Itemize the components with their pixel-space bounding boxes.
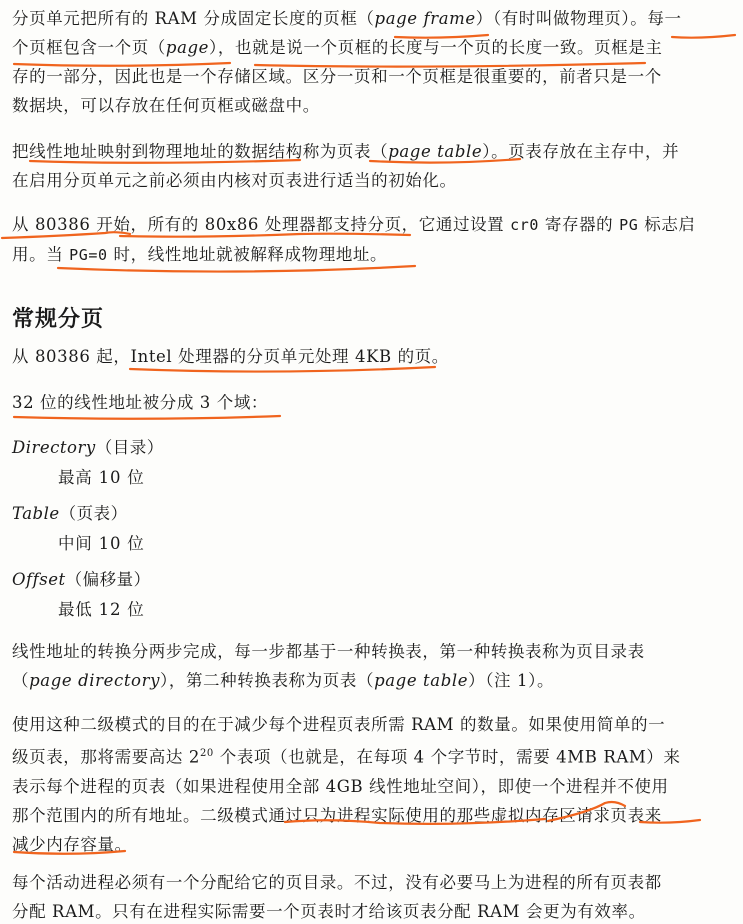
text-span: ），也就是说一个页框的长度与一个页的长度一致。页框是主 xyxy=(209,38,663,57)
text-line: 在启用分页单元之前必须由内核对页表进行适当的初始化。 xyxy=(12,171,457,190)
text-line xyxy=(12,240,734,270)
section-heading: 常规分页 xyxy=(12,307,105,332)
text-line: 存的一部分，因此也是一个存储区域。区分一页和一个页框是很重要的，前者只是一个 xyxy=(12,67,662,86)
text-span: 个表项（也就是，在每项 4 个字节时，需要 4MB RAM）来 xyxy=(213,747,681,767)
term-translation: （目录） xyxy=(95,438,164,457)
text-span: ）（有时叫做物理页）。每一 xyxy=(475,9,682,28)
text-line: 32 位的线性地址被分成 3 个域： xyxy=(12,393,269,412)
paragraph-4kb xyxy=(12,342,734,371)
term-page: page xyxy=(165,38,210,57)
term-page-table: page table xyxy=(388,142,483,161)
field-term-table xyxy=(12,500,128,524)
term-page-directory: page directory xyxy=(29,671,160,690)
exponent: 20 xyxy=(199,748,214,759)
text-line: 从 80386 起，Intel 处理器的分页单元处理 4KB 的页。 xyxy=(12,347,449,366)
text-line: 使用这种二级模式的目的在于减少每个进程页表所需 RAM 的数量。如果使用简单的一 xyxy=(12,715,666,734)
paragraph-two-step-translation xyxy=(12,637,734,695)
text-line xyxy=(12,4,734,33)
text-line xyxy=(12,33,734,62)
field-term-directory xyxy=(12,434,164,458)
paragraph-page-directory-allocation xyxy=(12,868,734,924)
paragraph-page-table xyxy=(12,137,734,195)
text-line: 线性地址的转换分两步完成，每一步都基于一种转换表，第一种转换表称为页目录表 xyxy=(12,642,645,661)
text-line xyxy=(12,666,734,695)
text-span: ）（注 1）。 xyxy=(468,671,555,690)
flag-pg-zero: PG=0 xyxy=(69,246,108,264)
register-cr0: cr0 xyxy=(510,216,540,234)
text-span: （ xyxy=(12,671,30,690)
paragraph-paging-enable xyxy=(12,210,734,270)
text-line: 数据块，可以存放在任何页框或磁盘中。 xyxy=(12,96,320,115)
paragraph-two-level-scheme xyxy=(12,710,734,859)
text-span: 个页框包含一个页（ xyxy=(12,38,166,57)
text-span: ），第二种转换表称为页表（ xyxy=(160,671,375,690)
text-span: 标志启 xyxy=(638,215,696,234)
text-line: 减少内存容量。 xyxy=(12,834,132,854)
text-span: 把线性地址映射到物理地址的数据结构称为页表（ xyxy=(12,142,389,161)
text-span: 寄存器的 xyxy=(539,215,620,234)
field-term-offset xyxy=(12,566,151,590)
text-span: 用。当 xyxy=(12,245,70,264)
field-desc-directory: 最高 10 位 xyxy=(58,468,145,487)
text-span: 时，线性地址就被解释成物理地址。 xyxy=(107,245,388,264)
term-translation: （页表） xyxy=(59,504,128,523)
text-line xyxy=(12,210,734,240)
field-desc-table: 中间 10 位 xyxy=(58,534,145,553)
text-line xyxy=(12,137,734,166)
term-name: Offset xyxy=(12,570,66,589)
paragraph-three-fields xyxy=(12,388,734,417)
text-line xyxy=(12,739,734,772)
text-line: 分配 RAM。只有在进程实际需要一个页表时才给该页表分配 RAM 会更为有效率。 xyxy=(12,902,646,921)
term-translation: （偏移量） xyxy=(65,570,151,589)
term-name: Directory xyxy=(12,438,96,457)
text-span: 级页表，那将需要高达 2 xyxy=(12,747,200,767)
field-desc-offset: 最低 12 位 xyxy=(58,600,145,619)
text-line: 那个范围内的所有地址。二级模式通过只为进程实际使用的那些虚拟内存区请求页表来 xyxy=(12,805,662,825)
text-span: ）。页表存放在主存中，并 xyxy=(482,142,680,161)
flag-pg: PG xyxy=(619,216,639,234)
term-name: Table xyxy=(12,504,60,523)
term-page-table: page table xyxy=(374,671,469,690)
paragraph-page-frame xyxy=(12,4,734,120)
text-span: 分页单元把所有的 RAM 分成固定长度的页框（ xyxy=(12,9,375,28)
text-line: 每个活动进程必须有一个分配给它的页目录。不过，没有必要马上为进程的所有页表都 xyxy=(12,873,662,892)
term-page-frame: page frame xyxy=(374,9,476,28)
text-span: 从 80386 开始，所有的 80x86 处理器都支持分页，它通过设置 xyxy=(12,215,511,234)
text-line: 表示每个进程的页表（如果进程使用全部 4GB 线性地址空间），即使一个进程并不使用 xyxy=(12,776,669,796)
